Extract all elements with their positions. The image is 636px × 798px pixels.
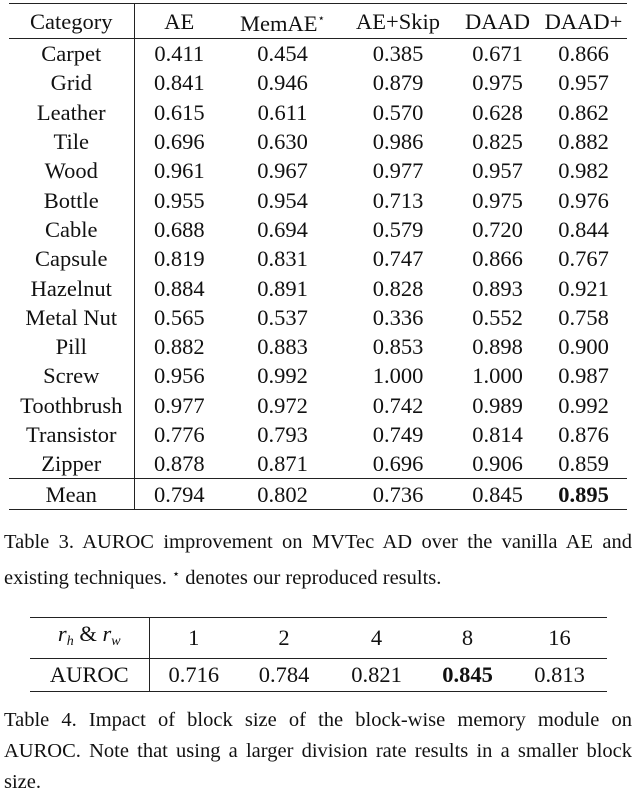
header-ae-skip: AE+Skip [341, 4, 455, 39]
auroc-cell: 0.921 [558, 275, 609, 301]
table-row [9, 244, 627, 273]
auroc-cell: 0.831 [257, 246, 308, 272]
table-row-mean [9, 479, 627, 509]
auroc-cell: 0.891 [257, 275, 308, 301]
auroc-cell: 0.992 [558, 392, 609, 418]
auroc-cell: 0.989 [472, 392, 523, 418]
division-rate: 4 [330, 618, 423, 659]
header-ae: AE [134, 4, 224, 39]
auroc-cell: 0.749 [372, 422, 424, 447]
category-cell: Grid [9, 68, 134, 97]
header-daad: DAAD [455, 4, 540, 39]
auroc-cell: 0.876 [558, 422, 609, 447]
table-row [9, 156, 627, 185]
auroc-cell: 0.630 [257, 129, 308, 155]
auroc-cell: 0.844 [558, 216, 609, 242]
auroc-cell: 0.866 [472, 246, 523, 272]
auroc-cell: 0.696 [153, 129, 205, 155]
auroc-cell: 0.814 [472, 422, 523, 447]
category-cell: Leather [9, 98, 134, 127]
mean-value-best: 0.895 [540, 479, 627, 509]
auroc-cell: 0.967 [257, 158, 308, 184]
auroc-cell: 0.893 [472, 275, 523, 301]
auroc-cell: 0.615 [153, 99, 205, 125]
auroc-cell: 0.841 [153, 70, 205, 96]
auroc-cell: 0.671 [472, 41, 523, 67]
auroc-cell: 0.975 [472, 187, 523, 213]
auroc-cell: 0.975 [472, 70, 523, 96]
auroc-cell: 0.866 [558, 41, 609, 67]
auroc-cell: 0.878 [134, 449, 224, 479]
auroc-cell: 0.862 [558, 99, 609, 125]
auroc-cell: 0.987 [558, 363, 609, 389]
table-row [9, 127, 627, 156]
table-row [9, 420, 627, 449]
auroc-cell: 0.713 [372, 187, 424, 213]
auroc-cell: 0.720 [472, 216, 523, 242]
table-row [9, 39, 627, 69]
auroc-cell: 0.579 [372, 216, 424, 242]
auroc-cell: 0.977 [372, 158, 424, 184]
auroc-cell: 0.972 [257, 392, 308, 418]
table-row [9, 68, 627, 97]
auroc-cell: 0.976 [558, 187, 609, 213]
category-cell: Metal Nut [9, 303, 134, 332]
table-4-header-row [30, 618, 607, 659]
mean-label: Mean [9, 479, 134, 509]
caption-star-marker: ⋆ [171, 566, 181, 581]
auroc-cell: 0.986 [372, 129, 424, 155]
auroc-cell: 0.982 [558, 158, 609, 184]
auroc-value: 0.716 [149, 659, 238, 692]
division-rate: 1 [149, 618, 238, 659]
division-rate: 2 [238, 618, 330, 659]
table-3 [9, 3, 627, 510]
auroc-cell: 0.385 [372, 41, 424, 67]
table-row [9, 98, 627, 127]
auroc-cell: 0.882 [153, 334, 205, 360]
auroc-cell: 1.000 [472, 363, 523, 389]
category-cell: Cable [9, 215, 134, 244]
auroc-cell: 0.758 [558, 304, 609, 330]
table-3-header-row [9, 4, 627, 39]
auroc-cell: 0.954 [257, 187, 308, 213]
auroc-value: 0.784 [238, 659, 330, 692]
mean-value: 0.802 [224, 479, 341, 509]
auroc-cell: 0.552 [472, 304, 523, 330]
auroc-cell: 0.977 [153, 392, 205, 418]
auroc-cell: 0.882 [558, 129, 609, 155]
auroc-cell: 0.898 [472, 334, 523, 360]
auroc-cell: 0.825 [472, 129, 523, 155]
category-cell: Wood [9, 156, 134, 185]
auroc-value: 0.821 [330, 659, 423, 692]
auroc-cell: 0.900 [558, 334, 609, 360]
auroc-cell: 0.336 [372, 304, 424, 330]
auroc-cell: 0.565 [153, 304, 205, 330]
auroc-cell: 0.946 [257, 70, 308, 96]
category-cell: Pill [9, 332, 134, 361]
table-4-auroc-row [30, 659, 607, 692]
auroc-value-best: 0.845 [423, 659, 512, 692]
category-cell: Toothbrush [9, 391, 134, 420]
category-cell: Hazelnut [9, 273, 134, 302]
table-3-body [9, 39, 627, 479]
table-row [9, 361, 627, 390]
auroc-cell: 0.742 [372, 392, 424, 418]
auroc-cell: 0.992 [257, 363, 308, 389]
auroc-cell: 0.871 [224, 449, 341, 479]
auroc-cell: 0.696 [341, 449, 455, 479]
auroc-cell: 0.879 [372, 70, 424, 96]
category-cell: Carpet [9, 39, 134, 69]
auroc-cell: 0.957 [558, 70, 609, 96]
auroc-cell: 0.956 [153, 363, 205, 389]
auroc-cell: 0.906 [455, 449, 540, 479]
mean-value: 0.794 [134, 479, 224, 509]
category-cell: Bottle [9, 185, 134, 214]
reproduced-marker: ⋆ [317, 11, 325, 25]
auroc-cell: 0.454 [257, 41, 308, 67]
header-memae: MemAE⋆ [224, 4, 341, 39]
category-cell: Tile [9, 127, 134, 156]
auroc-cell: 0.747 [372, 246, 424, 272]
auroc-cell: 0.776 [153, 422, 205, 447]
table-row [9, 391, 627, 420]
table-4 [30, 617, 607, 692]
category-cell: Zipper [9, 449, 134, 479]
auroc-cell: 0.688 [153, 216, 205, 242]
table-row [9, 332, 627, 361]
auroc-cell: 0.819 [153, 246, 205, 272]
auroc-cell: 1.000 [372, 363, 424, 389]
division-rate-label: $r_h$ & $r_w$ [30, 618, 149, 659]
table-row [9, 303, 627, 332]
auroc-cell: 0.570 [372, 99, 424, 125]
auroc-cell: 0.537 [257, 304, 308, 330]
table-row [9, 273, 627, 302]
category-cell: Transistor [9, 420, 134, 449]
auroc-cell: 0.611 [257, 99, 308, 125]
auroc-cell: 0.853 [372, 334, 424, 360]
auroc-label: AUROC [30, 659, 149, 692]
division-rate: 8 [423, 618, 512, 659]
auroc-cell: 0.694 [257, 216, 308, 242]
table-row [9, 215, 627, 244]
auroc-cell: 0.828 [372, 275, 424, 301]
mean-value: 0.845 [455, 479, 540, 509]
mean-value: 0.736 [341, 479, 455, 509]
header-category: Category [9, 4, 134, 39]
auroc-cell: 0.793 [257, 422, 308, 447]
auroc-cell: 0.957 [472, 158, 523, 184]
auroc-cell: 0.961 [153, 158, 205, 184]
header-daad-plus: DAAD+ [540, 4, 627, 39]
table-3-caption: Table 3. AUROC improvement on MVTec AD over the vanilla AE and existing techniques. ⋆ denotes our reproduced results. [4, 531, 632, 589]
auroc-cell: 0.411 [154, 41, 205, 67]
auroc-cell: 0.628 [472, 99, 523, 125]
auroc-cell: 0.767 [558, 246, 609, 272]
auroc-cell: 0.859 [540, 449, 627, 479]
auroc-cell: 0.955 [153, 187, 205, 213]
category-cell: Screw [9, 361, 134, 390]
category-cell: Capsule [9, 244, 134, 273]
table-4-caption: Table 4. Impact of block size of the block-wise memory module on AUROC. Note that using a larger division rate results in a smaller block size. [4, 709, 632, 793]
table-row [9, 185, 627, 214]
table-row [9, 449, 627, 479]
auroc-cell: 0.883 [257, 334, 308, 360]
division-rate: 16 [512, 618, 607, 659]
auroc-cell: 0.884 [153, 275, 205, 301]
auroc-value: 0.813 [512, 659, 607, 692]
